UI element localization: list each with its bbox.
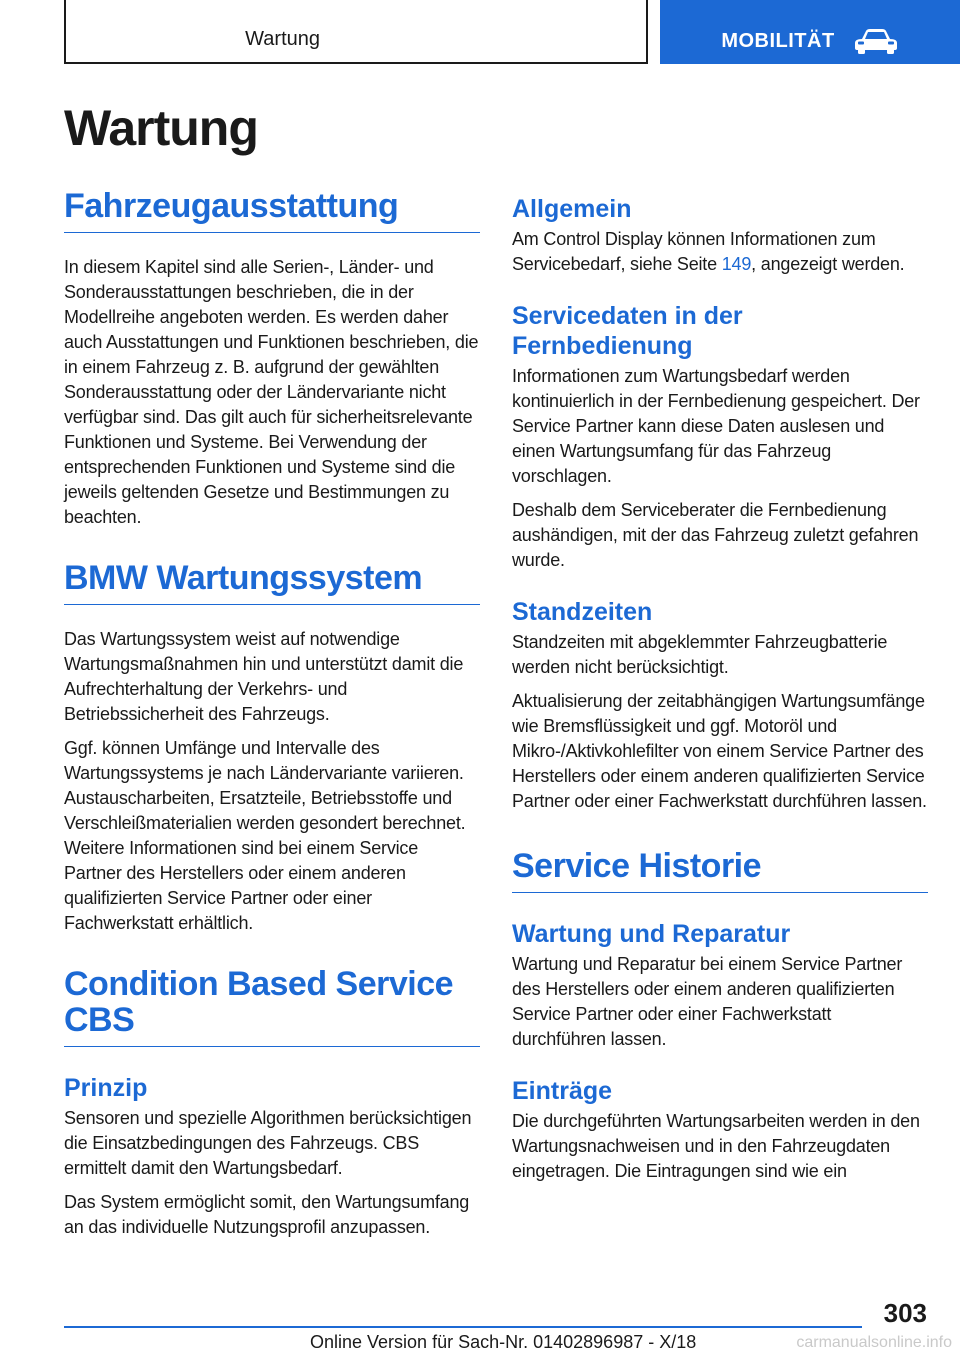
header-section-title: Wartung <box>245 28 320 50</box>
paragraph: Das System ermöglicht somit, den Wartungsumfang an das individuelle Nutzungsprofil anzupassen. <box>64 1192 470 1237</box>
section-heading-service-historie: Service Historie <box>512 848 928 893</box>
page-number: 303 <box>883 1298 927 1328</box>
subheading-wartung-reparatur: Wartung und Reparatur <box>512 920 791 948</box>
section-heading-wartungssystem: BMW Wartungssystem <box>64 560 480 605</box>
footer-version-text: Online Version für Sach-Nr. 01402896987 - X/18 <box>310 1332 697 1352</box>
page-link[interactable]: 149 <box>721 254 752 274</box>
right-column <box>512 194 928 1184</box>
subheading-prinzip: Prinzip <box>64 1074 148 1102</box>
subheading-servicedaten: Servicedaten in der Fernbedienung <box>512 302 743 360</box>
watermark: carmanualsonline.info <box>796 1334 952 1351</box>
chapter-tab-label: MOBILITÄT <box>721 29 835 52</box>
page-title: Wartung <box>64 100 258 156</box>
paragraph: Standzeiten mit abgeklemmter Fahrzeugbatterie werden nicht berücksichtigt. <box>512 632 888 677</box>
section-heading-cbs: Condition Based Service CBS <box>64 966 480 1047</box>
subheading-allgemein: Allgemein <box>512 195 632 223</box>
paragraph: Das Wartungssystem weist auf notwendige Wartungsmaßnahmen hin und unterstützt damit die Aufrechterhaltung der Verkehrs- und Betriebssicherheit des Fahrzeugs. <box>64 629 464 724</box>
paragraph: Deshalb dem Serviceberater die Fernbedienung aushändigen, mit der das Fahrzeug zuletzt gefahren wurde. <box>512 500 919 570</box>
paragraph: Aktualisierung der zeitabhängigen Wartungsumfänge wie Bremsflüssigkeit und ggf. Motoröl und Mikro-/Aktivkohlefilter von einem Service Partner des Herstellers oder einem anderen qualifizierten Service Partner oder einer Fachwerkstatt durchführen lassen. <box>512 691 927 811</box>
paragraph: Informationen zum Wartungsbedarf werden kontinuierlich in der Fernbedienung gespeichert. Der Service Partner kann diese Daten auslesen und einen Wartungsumfang für das Fahrzeug vorschlagen. <box>512 366 920 486</box>
section-heading-fahrzeugausstattung: Fahrzeugausstattung <box>64 188 480 233</box>
paragraph-allgemein: Am Control Display können Informationen zum Servicebedarf, siehe Seite 149, angezeigt werden. <box>512 229 905 274</box>
paragraph: In diesem Kapitel sind alle Serien-, Länder- und Sonderausstattungen beschrieben, die in der Modellreihe angeboten werden. Es werden daher auch Ausstattungen und Funktionen beschrieben, die in einem Fahrzeug z. B. aufgrund der gewählten Sonderausstattung oder der Ländervariante nicht verfügbar sind. Das gilt auch für sicherheitsrelevante Funktionen und Systeme. Bei Verwendung der entsprechenden Funktionen und Systeme sind die jeweils geltenden Gesetze und Bestimmungen zu beachten. <box>64 257 479 527</box>
paragraph: Wartung und Reparatur bei einem Service Partner des Herstellers oder einem anderen qualifizierten Service Partner oder einer Fachwerkstatt durchführen lassen. <box>512 954 903 1049</box>
footer-divider <box>64 1326 862 1328</box>
paragraph: Die durchgeführten Wartungsarbeiten werden in den Wartungsnachweisen und in den Fahrzeugdaten eingetragen. Die Eintragungen sind wie ein <box>512 1111 920 1181</box>
paragraph: Ggf. können Umfänge und Intervalle des Wartungssystems je nach Ländervariante variieren. Austauscharbeiten, Ersatzteile, Betriebsstoffe und Verschleißmaterialien werden gesondert berechnet. Weitere Informationen sind bei einem Service Partner des Herstellers oder einem anderen qualifizierten Service Partner oder einer Fachwerkstatt erhältlich. <box>64 738 466 933</box>
header-box <box>64 0 648 64</box>
subheading-eintraege: Einträge <box>512 1077 613 1105</box>
car-icon <box>853 28 899 54</box>
paragraph: Sensoren und spezielle Algorithmen berücksichtigen die Einsatzbedingungen des Fahrzeugs. CBS ermittelt damit den Wartungsbedarf. <box>64 1108 472 1178</box>
chapter-tab[interactable] <box>660 0 960 64</box>
subheading-standzeiten: Standzeiten <box>512 598 653 626</box>
left-column <box>64 188 480 1240</box>
